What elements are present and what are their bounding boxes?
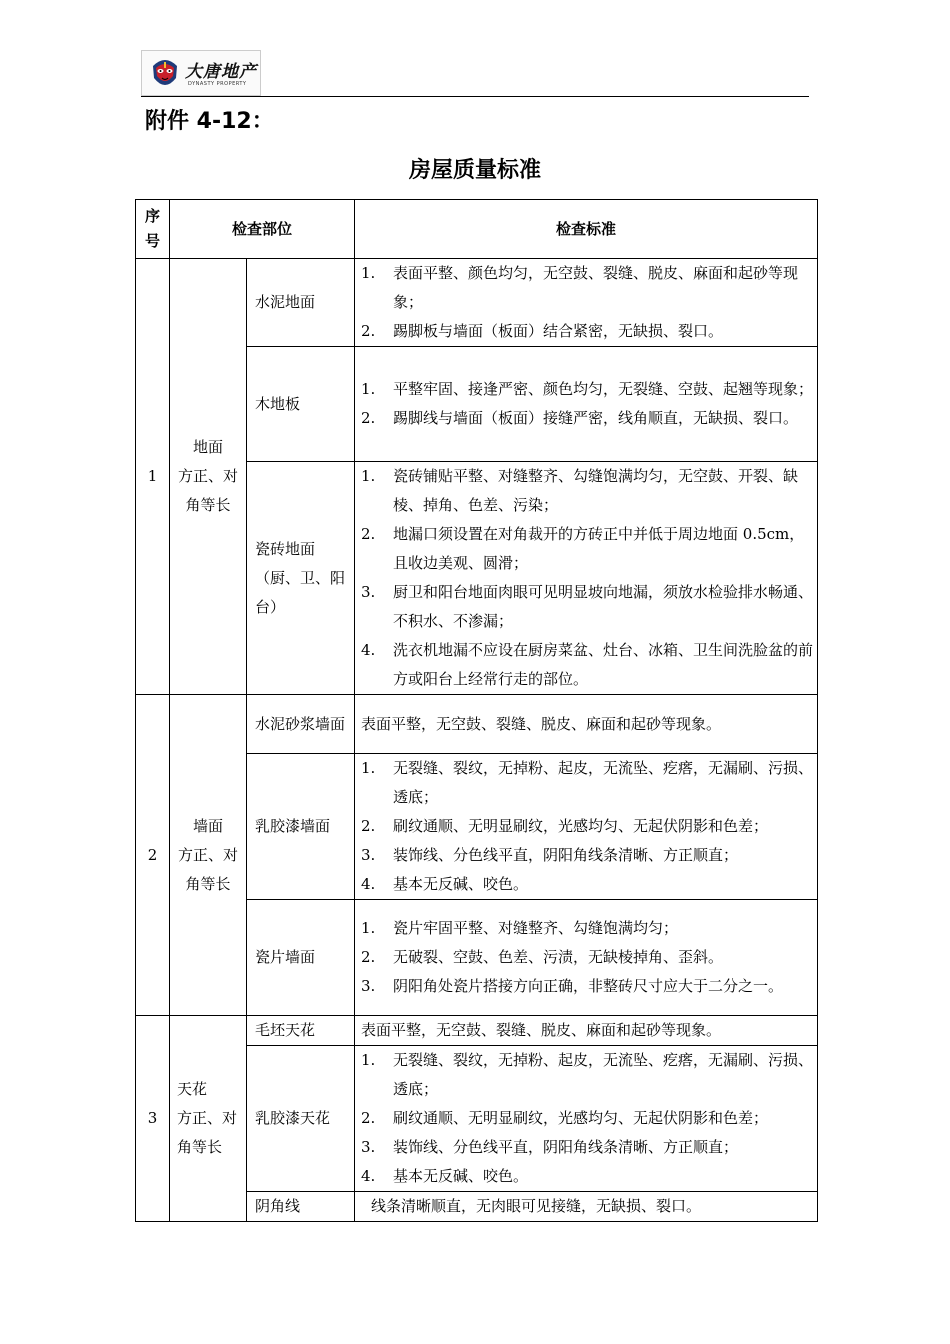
standard-text: 表面平整，无空鼓、裂缝、脱皮、麻面和起砂等现象。 xyxy=(361,1021,722,1039)
inspection-standard xyxy=(355,695,818,754)
standard-item xyxy=(361,578,815,636)
item-number: 1. xyxy=(361,380,376,398)
item-text: 阴阳角处瓷片搭接方向正确，非整砖尺寸应大于二分之一。 xyxy=(393,977,784,995)
item-text: 装饰线、分色线平直，阴阳角线条清晰、方正顺直； xyxy=(393,1138,739,1156)
item-text: 踢脚板与墙面（板面）结合紧密，无缺损、裂口。 xyxy=(393,322,724,340)
standard-item xyxy=(361,914,815,943)
row-number: 2 xyxy=(136,695,170,1016)
item-number: 1. xyxy=(361,467,376,485)
standard-item xyxy=(361,1104,815,1133)
inspection-standard xyxy=(355,1016,818,1046)
inspection-standard xyxy=(355,754,818,900)
inspection-area: 天花 方正、对角等长 xyxy=(170,1016,247,1222)
item-text: 表面平整、颜色均匀，无空鼓、裂缝、脱皮、麻面和起砂等现象； xyxy=(393,264,799,311)
item-number: 4. xyxy=(361,641,376,659)
inspection-standard xyxy=(355,1046,818,1192)
header-part: 检查部位 xyxy=(170,200,355,259)
item-number: 3. xyxy=(361,846,376,864)
item-text: 无裂缝、裂纹，无掉粉、起皮，无流坠、疙瘩，无漏刷、污损、透底； xyxy=(393,759,814,806)
standard-item xyxy=(361,317,815,346)
standard-item xyxy=(361,462,815,520)
item-text: 基本无反碱、咬色。 xyxy=(393,875,529,893)
item-number: 3. xyxy=(361,1138,376,1156)
item-number: 2. xyxy=(361,1109,376,1127)
header-standard: 检查标准 xyxy=(355,200,818,259)
item-text: 洗衣机地漏不应设在厨房菜盆、灶台、冰箱、卫生间洗脸盆的前方或阳台上经常行走的部位。 xyxy=(393,641,814,688)
standard-item xyxy=(361,404,815,433)
item-text: 瓷片牢固平整、对缝整齐、勾缝饱满均匀； xyxy=(393,919,679,937)
standard-item xyxy=(361,754,815,812)
page-header xyxy=(141,47,809,97)
standard-text: 线条清晰顺直，无肉眼可见接缝，无缺损、裂口。 xyxy=(371,1197,702,1215)
document-title: 房屋质量标准 xyxy=(408,158,541,183)
inspection-part: 瓷片墙面 xyxy=(247,900,355,1016)
item-text: 地漏口须设置在对角裁开的方砖正中并低于周边地面 0.5cm，且收边美观、圆滑； xyxy=(393,525,805,572)
row-number: 3 xyxy=(136,1016,170,1222)
header-divider xyxy=(141,96,809,97)
standard-item xyxy=(361,375,815,404)
attachment-label: 附件 4-12： xyxy=(145,109,274,134)
standard-item xyxy=(361,943,815,972)
standard-text: 表面平整，无空鼓、裂缝、脱皮、麻面和起砂等现象。 xyxy=(361,714,722,733)
standard-item xyxy=(361,1162,815,1191)
item-text: 厨卫和阳台地面肉眼可见明显坡向地漏，须放水检验排水畅通、不积水、不渗漏； xyxy=(393,583,814,630)
item-text: 基本无反碱、咬色。 xyxy=(393,1167,529,1185)
item-text: 无裂缝、裂纹，无掉粉、起皮，无流坠、疙瘩，无漏刷、污损、透底； xyxy=(393,1051,814,1098)
inspection-part: 水泥砂浆墙面 xyxy=(247,695,355,754)
item-text: 无破裂、空鼓、色差、污渍，无缺棱掉角、歪斜。 xyxy=(393,948,724,966)
inspection-part: 木地板 xyxy=(247,347,355,462)
header-no xyxy=(136,200,170,259)
inspection-standard xyxy=(355,347,818,462)
inspection-standard xyxy=(355,900,818,1016)
table-header-row xyxy=(136,200,818,259)
item-number: 1. xyxy=(361,919,376,937)
standard-item xyxy=(361,636,815,694)
company-logo xyxy=(141,50,261,96)
standard-item xyxy=(361,520,815,578)
item-text: 瓷砖铺贴平整、对缝整齐、勾缝饱满均匀，无空鼓、开裂、缺棱、掉角、色差、污染； xyxy=(393,467,799,514)
item-number: 1. xyxy=(361,1051,376,1069)
opera-mask-icon xyxy=(150,56,180,90)
standard-item xyxy=(361,870,815,899)
standard-item xyxy=(361,812,815,841)
standard-item xyxy=(361,841,815,870)
item-number: 2. xyxy=(361,817,376,835)
table-row xyxy=(136,259,818,347)
item-number: 3. xyxy=(361,977,376,995)
inspection-part: 阴角线 xyxy=(247,1192,355,1222)
item-number: 2. xyxy=(361,409,376,427)
logo-english-text: DYNASTY PROPERTY xyxy=(188,81,247,87)
item-number: 2. xyxy=(361,948,376,966)
table-row xyxy=(136,695,818,754)
header-no-label: 序号 xyxy=(144,207,160,250)
quality-standard-table xyxy=(135,199,818,1222)
inspection-standard xyxy=(355,462,818,695)
inspection-standard xyxy=(355,259,818,347)
item-text: 刷纹通顺、无明显刷纹，光感均匀、无起伏阴影和色差； xyxy=(393,1109,769,1127)
inspection-part: 乳胶漆天花 xyxy=(247,1046,355,1192)
item-text: 刷纹通顺、无明显刷纹，光感均匀、无起伏阴影和色差； xyxy=(393,817,769,835)
inspection-area: 墙面 方正、对角等长 xyxy=(170,695,247,1016)
standard-item xyxy=(361,1133,815,1162)
item-number: 3. xyxy=(361,583,376,601)
inspection-part: 水泥地面 xyxy=(247,259,355,347)
item-number: 4. xyxy=(361,875,376,893)
inspection-part: 毛坯天花 xyxy=(247,1016,355,1046)
standard-item xyxy=(361,972,815,1001)
inspection-part: 乳胶漆墙面 xyxy=(247,754,355,900)
inspection-area: 地面 方正、对角等长 xyxy=(170,259,247,695)
item-text: 踢脚线与墙面（板面）接缝严密，线角顺直，无缺损、裂口。 xyxy=(393,409,799,427)
table-row xyxy=(136,1016,818,1046)
row-number: 1 xyxy=(136,259,170,695)
inspection-part: 瓷砖地面（厨、卫、阳台） xyxy=(247,462,355,695)
item-number: 2. xyxy=(361,525,376,543)
standard-item xyxy=(361,259,815,317)
item-number: 2. xyxy=(361,322,376,340)
logo-chinese-text: 大唐地产 xyxy=(185,62,257,82)
inspection-standard xyxy=(355,1192,818,1222)
item-text: 装饰线、分色线平直，阴阳角线条清晰、方正顺直； xyxy=(393,846,739,864)
item-number: 1. xyxy=(361,759,376,777)
standard-item xyxy=(361,1046,815,1104)
item-number: 1. xyxy=(361,264,376,282)
item-number: 4. xyxy=(361,1167,376,1185)
item-text: 平整牢固、接逢严密、颜色均匀，无裂缝、空鼓、起翘等现象； xyxy=(393,380,814,398)
